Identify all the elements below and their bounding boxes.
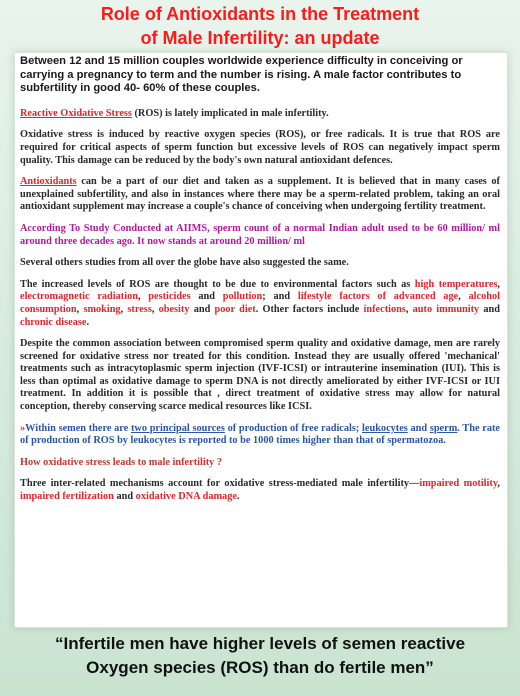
despite-paragraph: Despite the common association between compromised sperm quality and oxidative damage, men are rarely screened for oxidative stress nor treated for this condition. Instead they are usually offered 'mechanical' treatments such as intracytoplasmic sperm injection (IVF-ICSI) or intrauterine insemination (IUI). This is less than optimal as oxidative damage to sperm DNA is not directly ameliorated by either IVF-ICSI or IUI treatment. In addition it is possible that , direct treatment of oxidative stress may allow for natural conception, thereby conserving scarce medical resources like ICSI. (20, 338, 500, 413)
page-title (0, 2, 520, 50)
quote-line-1: “Infertile men have higher levels of semen reactive (54, 634, 466, 653)
intro-paragraph: Between 12 and 15 million couples worldwide experience difficulty in conceiving or carrying a pregnancy to term and the number is rising. A male factor contributes to subfertility in good 40- 60% of these couples. (20, 55, 463, 95)
other-studies-paragraph: Several others studies from all over the globe have also suggested the same. (20, 257, 349, 269)
ros-paragraph: Reactive Oxidative Stress (ROS) is lately implicated in male infertility. (20, 107, 329, 119)
title-line-1: Role of Antioxidants in the Treatment (100, 4, 420, 24)
increased-ros-paragraph: The increased levels of ROS are thought to be due to environmental factors such as high temperatures, electromagnetic radiation, pesticides and pollution; and lifestyle factors of advanced age, alcohol consumption, smoking, stress, obesity and poor diet. Other factors include infections, auto immunity and chronic disease. (20, 278, 501, 328)
aiims-paragraph: According To Study Conducted at AIIMS, sperm count of a normal Indian adult used to be 60 million/ ml around three decades ago. It now stands at around 20 million/ ml (20, 222, 500, 247)
quote-line-2: Oxygen species (ROS) than do fertile men” (86, 658, 434, 677)
oxidative-stress-paragraph: Oxidative stress is induced by reactive oxygen species (ROS), or free radicals. It is true that ROS are required for critical aspects of sperm function but excessive levels of ROS can negatively impact sperm quality. This damage can be reduced by the body's own natural antioxidant defences. (20, 129, 500, 166)
mechanisms-paragraph: Three inter-related mechanisms account for oxidative stress-mediated male infertility—impaired motility, impaired fertilization and oxidative DNA damage. (20, 478, 500, 503)
pull-quote (0, 632, 520, 680)
antioxidants-term-link[interactable]: Antioxidants (20, 176, 77, 188)
semen-sources-paragraph: »Within semen there are two principal sources of production of free radicals; leukocytes and sperm. The rate of production of ROS by leukocytes is reported to be 1000 times higher than that of spermatozoa. (20, 422, 500, 447)
bullet-icon: » (20, 422, 26, 434)
ros-term-link[interactable]: Reactive Oxidative Stress (20, 107, 132, 119)
title-line-2: of Male Infertility: an update (140, 28, 380, 48)
antioxidants-paragraph: Antioxidants can be a part of our diet and taken as a supplement. It is believed that in many cases of unexplained subfertility, and also in instances where there may be a sperm-related problem, taking an oral antioxidant supplement may increase a couple's chance of conceiving when undergoing fertility treatment. (20, 176, 500, 213)
question-heading: How oxidative stress leads to male infertility ? (20, 456, 223, 468)
article-body (20, 55, 500, 513)
